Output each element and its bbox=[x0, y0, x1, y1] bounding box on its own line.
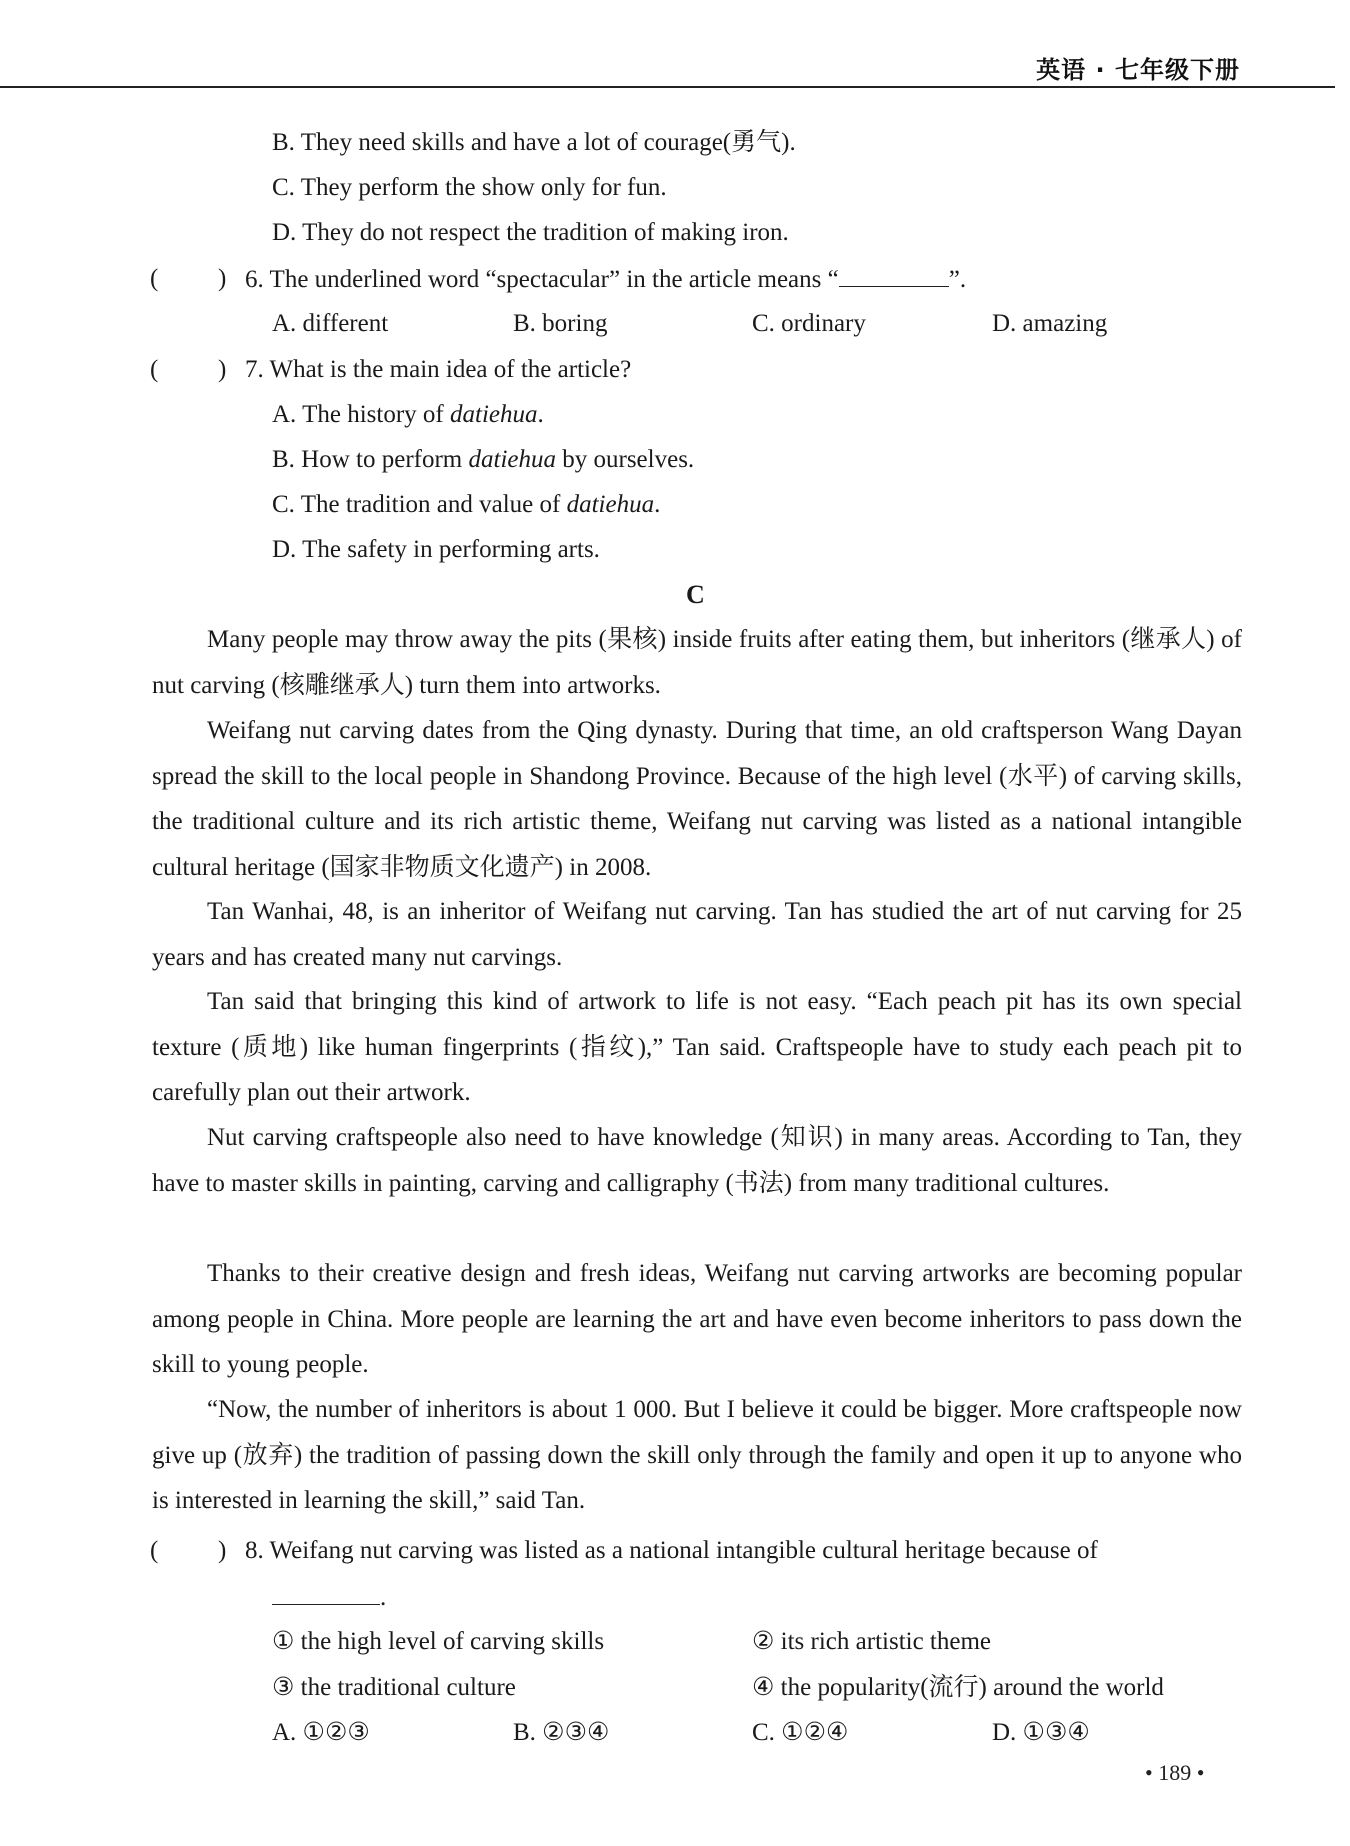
q8-item-1: ① the high level of carving skills bbox=[272, 1628, 605, 1655]
q6-option-c: C. ordinary bbox=[752, 310, 866, 337]
page-number: • 189 • bbox=[1145, 1760, 1205, 1785]
q6-stem bbox=[245, 264, 966, 295]
passage-paragraph-2: Weifang nut carving dates from the Qing dynasty. During that time, an old craftsperson Wang Dayan spread the skill to the local people in Shandong Province. Because of the high level (水平) of carving skills, the traditional culture and its rich artistic theme, Weifang nut carving was listed as a national intangible cultural heritage (国家非物质文化遗产) in 2008. bbox=[152, 717, 1242, 882]
q7-b-text: B. How to perform bbox=[272, 446, 469, 473]
q6-option-b: B. boring bbox=[513, 310, 608, 337]
q7-b-italic: datiehua bbox=[468, 446, 556, 473]
q8-blank-end: . bbox=[380, 1584, 387, 1611]
q7-b-end: by ourselves. bbox=[556, 446, 695, 473]
header-rule bbox=[0, 86, 1335, 88]
q7-option-d: D. The safety in performing arts. bbox=[272, 536, 600, 563]
answer-bracket-open: ( bbox=[150, 356, 159, 383]
answer-bracket-open: ( bbox=[150, 265, 159, 292]
q5-option-d: D. They do not respect the tradition of making iron. bbox=[272, 219, 789, 246]
q6-option-a: A. different bbox=[272, 310, 389, 337]
q6-stem-text: 6. The underlined word “spectacular” in the article means “ bbox=[245, 266, 839, 293]
q7-c-text: C. The tradition and value of bbox=[272, 491, 567, 518]
q6-option-d: D. amazing bbox=[992, 310, 1108, 337]
q7-option-a bbox=[272, 400, 544, 430]
q7-c-italic: datiehua bbox=[566, 491, 655, 518]
answer-bracket-open: ( bbox=[150, 1537, 159, 1564]
q7-stem: 7. What is the main idea of the article? bbox=[245, 356, 632, 383]
passage-paragraph-5: Nut carving craftspeople also need to have knowledge (知识) in many areas. According to Tan, they have to master skills in painting, carving and calligraphy (书法) from many traditional cultures. bbox=[152, 1124, 1242, 1197]
passage-paragraph-4: Tan said that bringing this kind of artwork to life is not easy. “Each peach pit has its own special texture (质地) like human fingerprints (指纹),” Tan said. Craftspeople have to study each peach pit to carefully plan out their artwork. bbox=[152, 988, 1242, 1107]
answer-blank bbox=[839, 264, 949, 287]
q8-item-2: ② its rich artistic theme bbox=[752, 1628, 992, 1655]
q8-option-c: C. ①②④ bbox=[752, 1719, 849, 1746]
passage-paragraph-6: Thanks to their creative design and fresh ideas, Weifang nut carving artworks are becoming popular among people in China. More people are learning the art and have even become inheritors to pass down the skill to young people. bbox=[152, 1260, 1242, 1379]
passage-paragraph-7: “Now, the number of inheritors is about 1 000. But I believe it could be bigger. More craftspeople now give up (放弃) the tradition of passing down the skill only through the family and open it up to anyone who is interested in learning the skill,” said Tan. bbox=[152, 1396, 1242, 1515]
q7-a-italic: datiehua bbox=[450, 401, 538, 428]
q8-item-3: ③ the traditional culture bbox=[272, 1674, 516, 1701]
section-letter: C bbox=[686, 580, 705, 609]
q7-option-b bbox=[272, 445, 694, 475]
q8-option-d: D. ①③④ bbox=[992, 1719, 1090, 1746]
q8-stem: 8. Weifang nut carving was listed as a national intangible cultural heritage because of bbox=[245, 1537, 1098, 1564]
header-title: 英语 · 七年级下册 bbox=[1036, 56, 1240, 84]
answer-blank bbox=[272, 1582, 380, 1605]
q8-option-a: A. ①②③ bbox=[272, 1719, 370, 1746]
q8-option-b: B. ②③④ bbox=[513, 1719, 610, 1746]
answer-bracket-close: ) bbox=[218, 1537, 227, 1564]
answer-bracket-close: ) bbox=[218, 356, 227, 383]
answer-bracket-close: ) bbox=[218, 265, 227, 292]
q6-stem-end: ”. bbox=[948, 266, 967, 293]
passage-paragraph-1: Many people may throw away the pits (果核) inside fruits after eating them, but inheritors (继承人) of nut carving (核雕继承人) turn them into artworks. bbox=[152, 626, 1242, 699]
q5-option-b: B. They need skills and have a lot of courage(勇气). bbox=[272, 129, 796, 156]
q7-c-end: . bbox=[654, 491, 661, 518]
q5-option-c: C. They perform the show only for fun. bbox=[272, 174, 667, 201]
passage-paragraph-3: Tan Wanhai, 48, is an inheritor of Weifang nut carving. Tan has studied the art of nut carving for 25 years and has created many nut carvings. bbox=[152, 898, 1242, 971]
q7-a-text: A. The history of bbox=[272, 401, 450, 428]
q8-answer-blank-line bbox=[272, 1582, 386, 1613]
q8-item-4: ④ the popularity(流行) around the world bbox=[752, 1674, 1164, 1701]
q7-option-c bbox=[272, 490, 660, 520]
q7-a-end: . bbox=[537, 401, 544, 428]
